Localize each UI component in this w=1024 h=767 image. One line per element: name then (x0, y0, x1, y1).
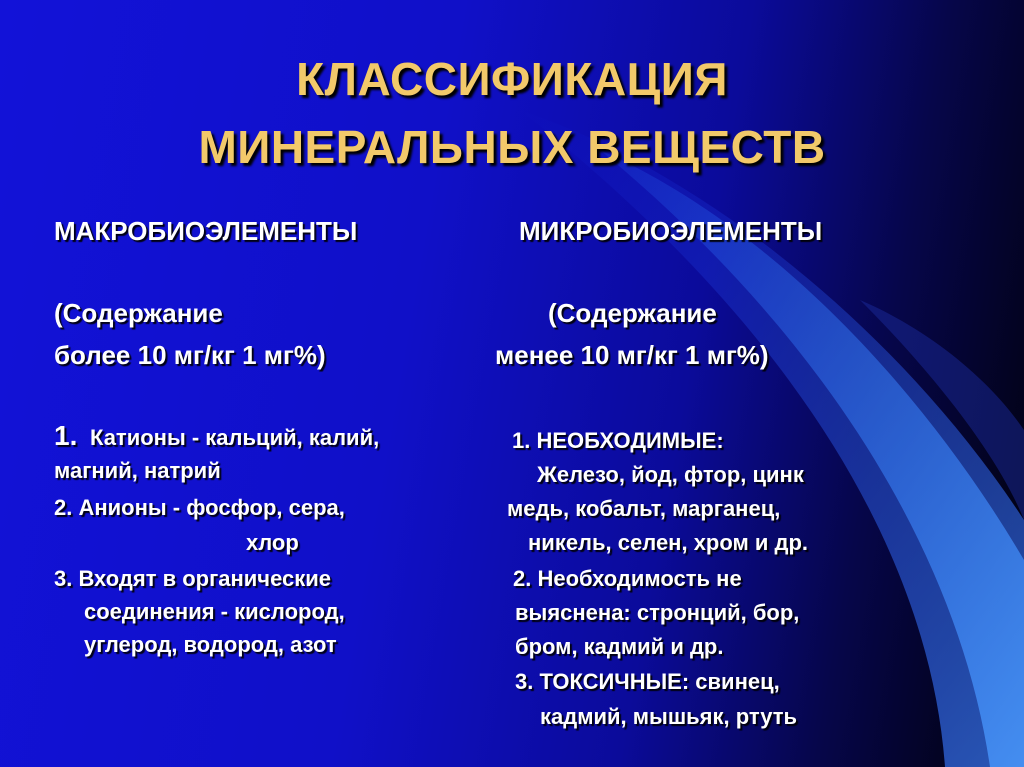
left-item3-text: 3. Входят в органические (54, 566, 332, 591)
right-item1-line1: Железо, йод, фтор, цинк (537, 462, 804, 487)
right-content-line2: менее 10 мг/кг 1 мг%) (495, 340, 769, 370)
right-item2-line1: выяснена: стронций, бор, (515, 600, 800, 625)
left-item1-cont: магний, натрий (54, 458, 221, 483)
right-item3-line1: кадмий, мышьяк, ртуть (540, 704, 798, 729)
left-heading: МАКРОБИОЭЛЕМЕНТЫ (54, 216, 358, 246)
left-item2-cont: хлор (246, 530, 299, 555)
slide-title-line1: КЛАССИФИКАЦИЯ (296, 53, 728, 105)
slide-title-line2: МИНЕРАЛЬНЫХ ВЕЩЕСТВ (198, 121, 826, 173)
right-item2-text: 2. Необходимость не (513, 566, 742, 591)
right-item1-line2: медь, кобальт, марганец, (507, 496, 781, 521)
right-item2-line2: бром, кадмий и др. (515, 634, 724, 659)
left-content-line2: более 10 мг/кг 1 мг%) (54, 340, 326, 370)
right-item1-line3: никель, селен, хром и др. (528, 530, 809, 555)
left-item1-text: Катионы - кальций, калий, (90, 425, 380, 450)
right-heading: МИКРОБИОЭЛЕМЕНТЫ (519, 216, 823, 246)
left-item2-text: 2. Анионы - фосфор, сера, (54, 495, 345, 520)
left-content-line1: (Содержание (54, 298, 223, 328)
left-item3-cont1: соединения - кислород, (84, 599, 345, 624)
right-item1-text: 1. НЕОБХОДИМЫЕ: (512, 428, 724, 453)
left-item1-number: 1. (54, 420, 78, 451)
right-item3-text: 3. ТОКСИЧНЫЕ: свинец, (515, 669, 780, 694)
right-content-line1: (Содержание (548, 298, 717, 328)
left-item3-cont2: углерод, водород, азот (84, 632, 337, 657)
